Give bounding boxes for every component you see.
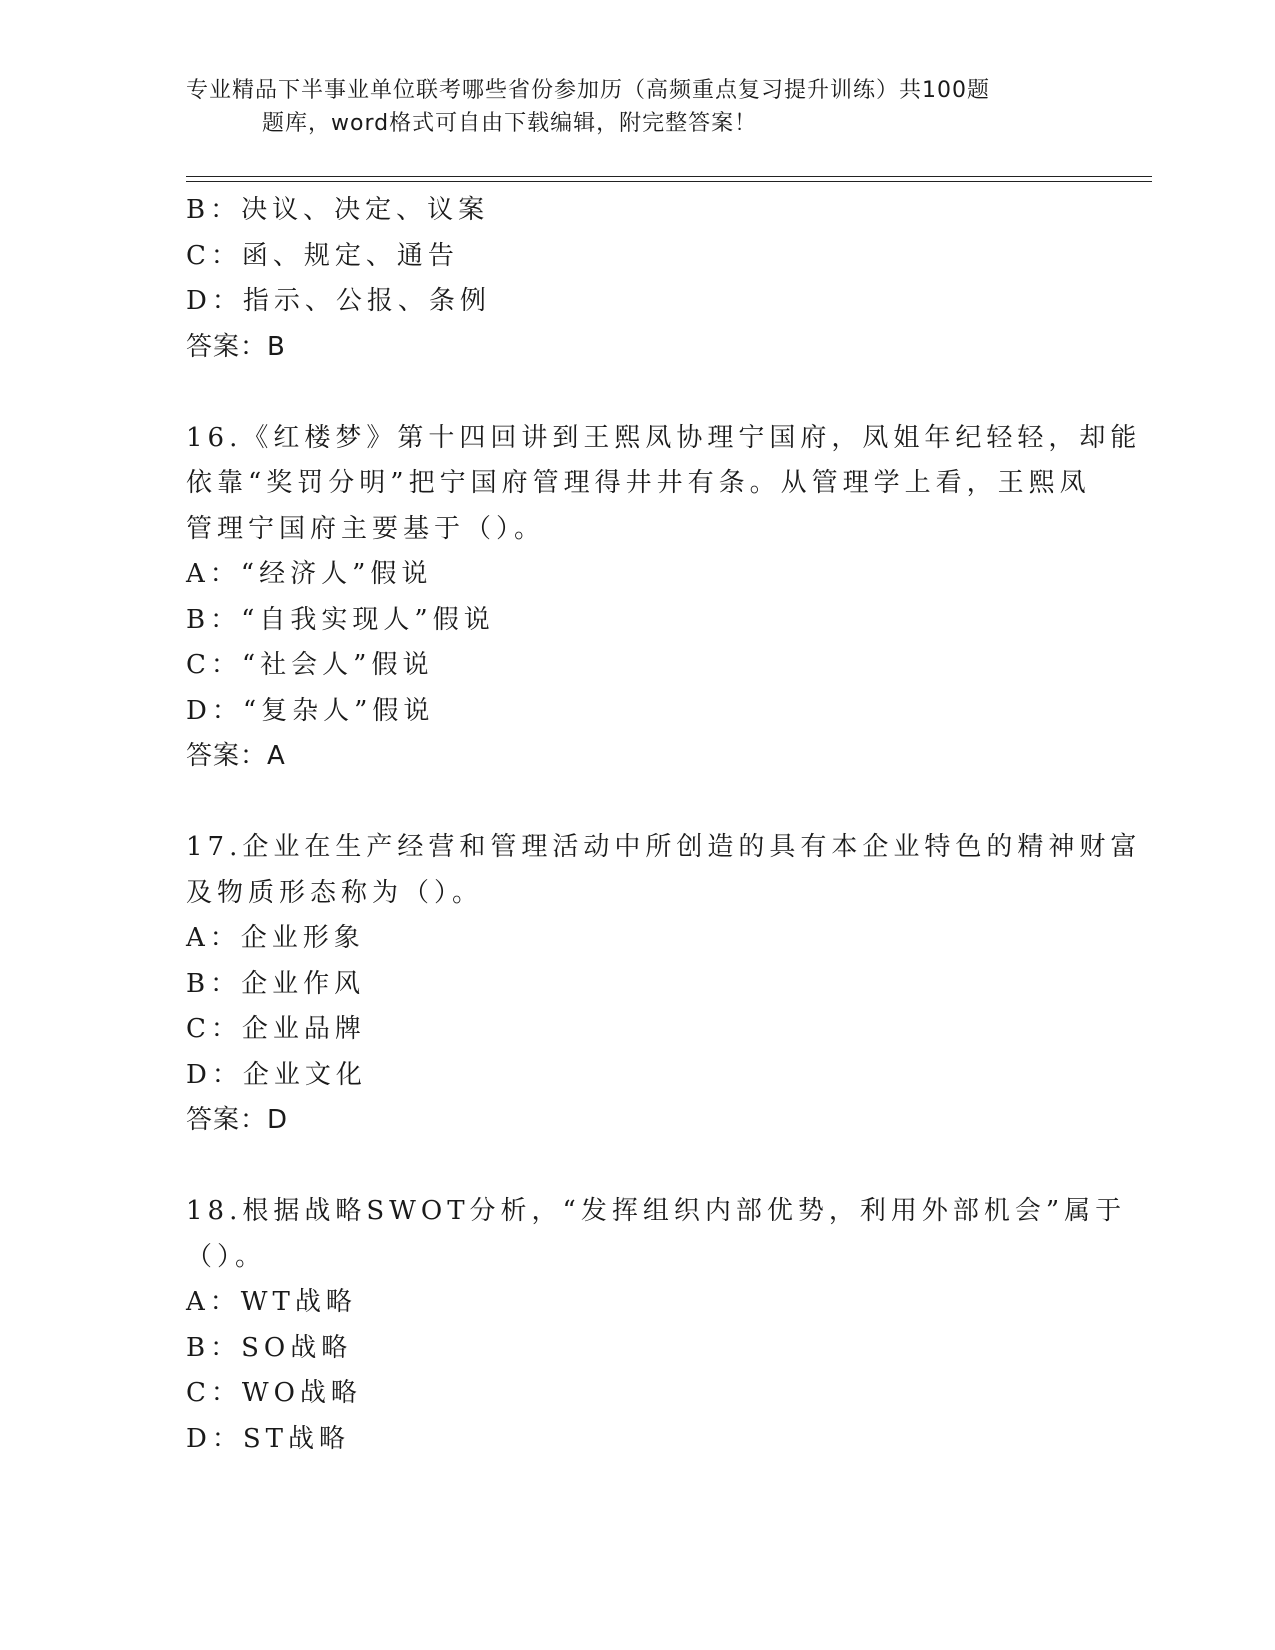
answer-line: 答案：A [186,741,286,771]
question-text-line: （）。 [186,1241,267,1272]
header-title-line-2: 题库，word格式可自由下载编辑，附完整答案！ [262,111,758,136]
spacer [186,370,1086,416]
option-c: C：WO战略 [186,1378,362,1408]
option-b: B：“自我实现人”假说 [186,604,495,635]
question-text-line: 及物质形态称为（）。 [186,877,484,908]
question-text-line: 18.根据战略SWOT分析，“发挥组织内部优势，利用外部机会”属于 [186,1196,1127,1226]
answer-line: 答案：D [186,1105,289,1135]
answer-line: 答案：B [186,331,286,362]
option-c: C：“社会人”假说 [186,650,434,680]
option-a: A：“经济人”假说 [186,559,433,589]
option-b: B：决议、决定、议案 [186,195,490,225]
header-divider-bottom [186,181,1152,182]
spacer [186,1144,1086,1190]
question-text-line: 17.企业在生产经营和管理活动中所创造的具有本企业特色的精神财富 [186,832,1142,862]
question-16 [186,416,1142,780]
question-15-tail [186,188,1086,370]
question-17 [186,825,1142,1144]
option-b: B：SO战略 [186,1332,353,1363]
question-text-line: 管理宁国府主要基于（）。 [186,513,546,544]
option-d: D：ST战略 [186,1423,350,1454]
option-a: A：WT战略 [186,1287,357,1317]
question-list [186,188,1142,1462]
option-c: C：企业品牌 [186,1014,366,1044]
option-b: B：企业作风 [186,968,366,999]
option-c: C：函、规定、通告 [186,240,459,271]
question-18 [186,1189,1127,1462]
question-text-line: 16.《红楼梦》第十四回讲到王熙凤协理宁国府，凤姐年纪轻轻，却能 [186,422,1142,453]
question-text-line: 依靠“奖罚分明”把宁国府管理得井井有条。从管理学上看，王熙凤 [186,468,1091,498]
option-d: D：企业文化 [186,1059,367,1090]
option-a: A：企业形象 [186,923,365,953]
header-title-line-1: 专业精品下半事业单位联考哪些省份参加历（高频重点复习提升训练）共100题 [186,78,990,103]
spacer [186,780,1086,826]
option-d: D：指示、公报、条例 [186,286,491,316]
header-divider-top [186,176,1152,177]
option-d: D：“复杂人”假说 [186,695,435,726]
document-header [186,74,1086,140]
